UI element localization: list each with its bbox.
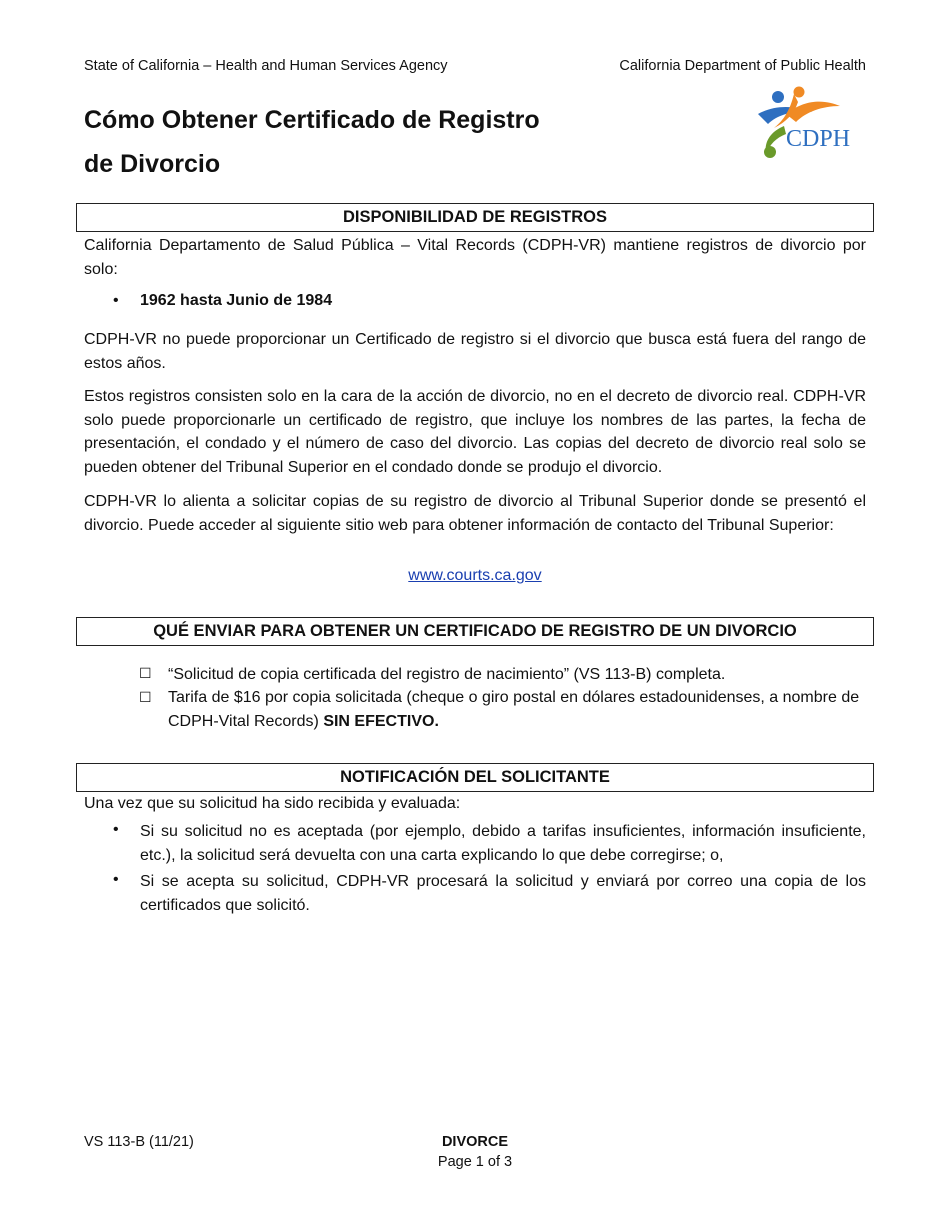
bullet-dot: • (113, 871, 119, 888)
availability-range: 1962 hasta Junio de 1984 (140, 292, 333, 309)
cdph-logo (756, 84, 868, 162)
section-heading-availability: DISPONIBILIDAD DE REGISTROS (76, 203, 874, 232)
availability-paragraph-1: CDPH-VR no puede proporcionar un Certificado de registro si el divorcio que busca está fuera del rango de estos años. (84, 331, 866, 372)
agency-header: State of California – Health and Human Services Agency (84, 58, 448, 74)
section-heading-notification: NOTIFICACIÓN DEL SOLICITANTE (76, 763, 874, 792)
page-title (84, 98, 604, 186)
courts-link-row (0, 567, 950, 585)
bullet-dot: • (113, 292, 119, 309)
send-item-2 (168, 686, 868, 734)
availability-paragraph-3: CDPH-VR lo alienta a solicitar copias de su registro de divorcio al Tribunal Superior donde se presentó el divorcio. Puede acceder al siguiente sitio web para obtener información de contacto del Tribunal Superior: (84, 493, 866, 534)
cdph-logo-icon (756, 84, 868, 162)
send-item-1: “Solicitud de copia certificada del registro de nacimiento” (VS 113-B) completa. (168, 666, 726, 683)
bullet-dot: • (113, 821, 119, 838)
page-number: Page 1 of 3 (437, 1154, 513, 1170)
availability-paragraph-2: Estos registros consisten solo en la cara de la acción de divorcio, no en el decreto de divorcio real. CDPH-VR solo puede proporcionarle un certificado de registro, que incluye los nombres de las partes, la fecha de presentación, el condado y el número de caso del divorcio. Las copias del decreto de divorcio real solo se pueden obtener del Tribunal Superior en el condado donde se produjo el divorcio. (84, 388, 866, 476)
svg-text:CDPH: CDPH (786, 126, 851, 152)
no-cash-note: SIN EFECTIVO. (323, 713, 439, 730)
courts-link[interactable]: www.courts.ca.gov (408, 567, 542, 584)
form-number: VS 113-B (11/21) (84, 1134, 194, 1150)
department-header: California Department of Public Health (619, 58, 866, 74)
section-heading-what-to-send: QUÉ ENVIAR PARA OBTENER UN CERTIFICADO DE REGISTRO DE UN DIVORCIO (76, 617, 874, 646)
checkbox-icon[interactable]: ☐ (139, 689, 152, 705)
notification-bullet-1: Si su solicitud no es aceptada (por ejemplo, debido a tarifas insuficientes, información insuficiente, etc.), la solicitud será devuelta con una carta explicando lo que debe corregirse; o, (140, 823, 866, 864)
availability-intro: California Departamento de Salud Pública – Vital Records (CDPH-VR) mantiene registros de divorcio por solo: (84, 237, 866, 278)
send-item-2-text: Tarifa de $16 por copia solicitada (cheque o giro postal en dólares estadounidenses, a nombre de CDPH-Vital Records) (168, 689, 860, 730)
title-line-1: Cómo Obtener Certificado de Registro (84, 106, 540, 134)
notification-bullet-2: Si se acepta su solicitud, CDPH-VR procesará la solicitud y enviará por correo una copia de los certificados que solicitó. (140, 873, 866, 914)
notification-intro: Una vez que su solicitud ha sido recibida y evaluada: (84, 795, 461, 812)
checkbox-icon[interactable]: ☐ (139, 665, 152, 681)
title-line-2: de Divorcio (84, 150, 221, 178)
footer-category: DIVORCE (441, 1134, 509, 1150)
